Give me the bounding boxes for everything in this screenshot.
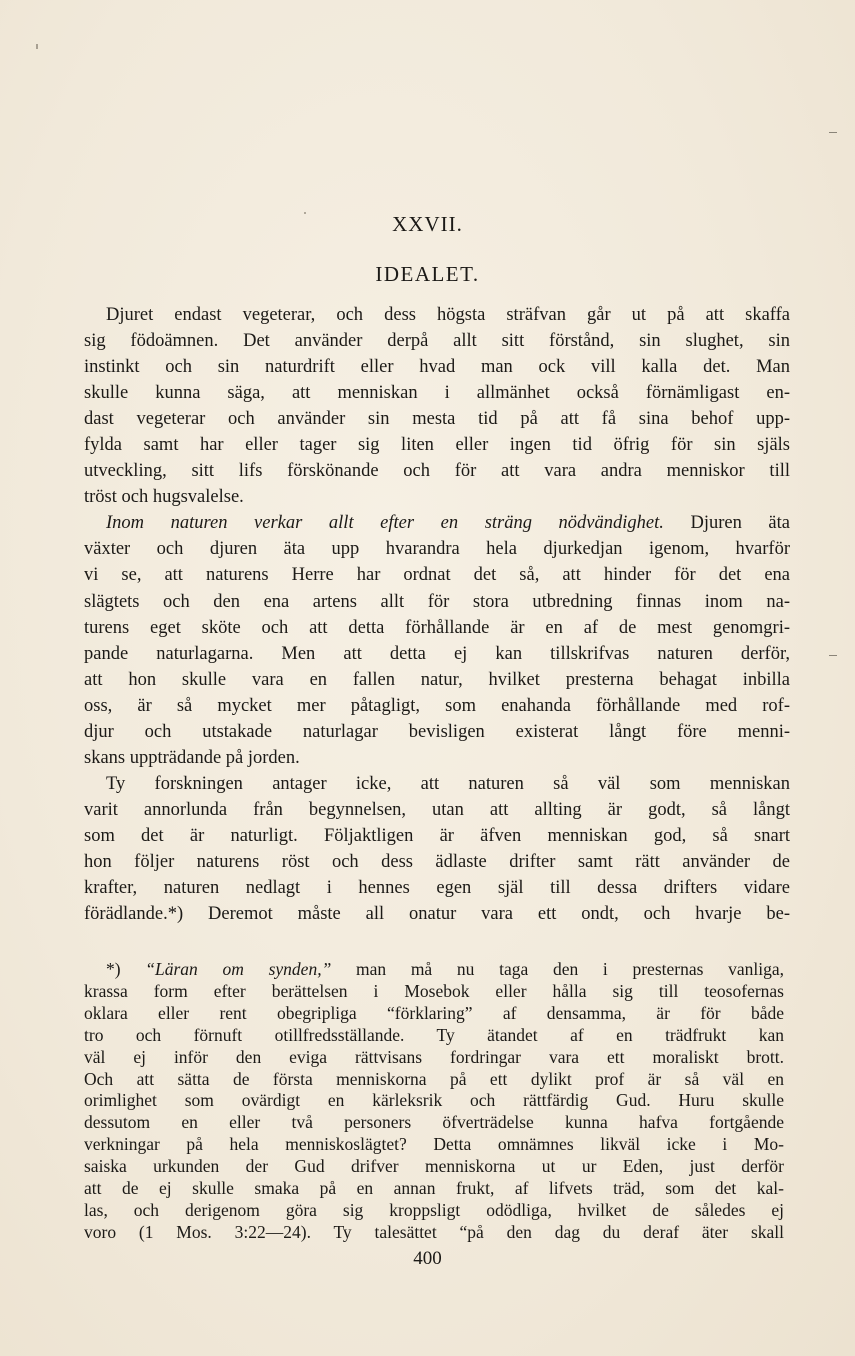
chapter-number: XXVII.	[392, 212, 463, 236]
footnote-line: väl ej inför den eviga rättvisans fordringar vara ett moraliskt brott.	[84, 1046, 784, 1067]
margin-tick	[829, 655, 837, 656]
body-text	[84, 302, 790, 927]
footnote-line: saiska urkunden der Gud drifver menniskorna ut ur Eden, just derför	[84, 1156, 784, 1177]
body-line: skulle kunna säga, att menniskan i allmänhet också förnämligast en-	[84, 383, 790, 404]
body-line: hon följer naturens röst och dess ädlaste drifter samt rätt använder de	[84, 851, 790, 872]
body-line: djur och utstakade naturlagar bevisligen existerat långt före menni-	[84, 721, 790, 742]
footnote-line: tro och förnuft otillfredsställande. Ty ätandet af en trädfrukt kan	[84, 1024, 784, 1045]
footnote-italic: “Läran om synden,”	[145, 959, 332, 979]
footnote-line-rest: man må nu taga den i presternas vanliga,	[331, 959, 784, 979]
footnote-line: dessutom en eller två personers öfverträdelse kunna hafva fortgående	[84, 1112, 784, 1133]
body-line: tröst och hugsvalelse.	[84, 487, 244, 508]
footnote-line: las, och derigenom göra sig kroppsligt odödliga, hvilket de således ej	[84, 1199, 784, 1220]
body-line: vi se, att naturens Herre har ordnat det så, att hinder för det ena	[84, 565, 790, 586]
footnote	[84, 959, 784, 1244]
footnote-line: voro (1 Mos. 3:22—24). Ty talesättet “på den dag du deraf äter skall	[84, 1221, 784, 1242]
footnote-line: att de ej skulle smaka på en annan frukt, af lifvets träd, som det kal-	[84, 1178, 784, 1199]
footnote-line	[84, 959, 784, 981]
body-line	[84, 510, 790, 536]
body-line: oss, är så mycket mer påtagligt, som enahanda förhållande med rof-	[84, 695, 790, 716]
body-line: som det är naturligt. Följaktligen är äfven menniskan god, så snart	[84, 825, 790, 846]
body-line: pande naturlagarna. Men att detta ej kan tillskrifvas naturen derför,	[84, 643, 790, 664]
page-number: 400	[413, 1248, 442, 1269]
body-line: sig födoämnen. Det använder derpå allt sitt förstånd, sin slughet, sin	[84, 331, 790, 352]
body-line: att hon skulle vara en fallen natur, hvilket presterna behagat inbilla	[84, 669, 790, 690]
body-line: krafter, naturen nedlagt i hennes egen själ till dessa drifters vidare	[84, 878, 790, 899]
body-line: varit annorlunda från begynnelsen, utan att allting är godt, så långt	[84, 799, 790, 820]
body-line: turens eget sköte och att detta förhållande är en af de mest genomgri-	[84, 617, 790, 638]
margin-speck	[36, 44, 38, 49]
footnote-line: oklara eller rent obegripliga “förklaring” af densamma, är för både	[84, 1002, 784, 1023]
body-line: växter och djuren äta upp hvarandra hela djurkedjan igenom, hvarför	[84, 539, 790, 560]
footnote-line: orimlighet som ovärdigt en kärleksrik och rättfärdig Gud. Huru skulle	[84, 1090, 784, 1111]
body-line: instinkt och sin naturdrift eller hvad man ock vill kalla det. Man	[84, 357, 790, 378]
margin-tick	[829, 132, 837, 133]
footnote-line: Och att sätta de första menniskorna på ett dylikt prof är så väl en	[84, 1068, 784, 1089]
body-line: utveckling, sitt lifs förskönande och för att vara andra menniskor till	[84, 461, 790, 482]
footnote-line: krassa form efter berättelsen i Mosebok eller hålla sig till teosofernas	[84, 980, 784, 1001]
body-line: fylda samt har eller tager sig liten eller ingen tid öfrig för sin själs	[84, 435, 790, 456]
italic-phrase: Inom naturen verkar allt efter en sträng nödvändighet.	[106, 513, 664, 534]
body-line: dast vegeterar och använder sin mesta tid på att få sina behof upp-	[84, 409, 790, 430]
footnote-marker: *)	[106, 959, 146, 979]
body-line: Djuret endast vegeterar, och dess högsta sträfvan går ut på att skaffa	[106, 305, 790, 325]
body-line: Ty forskningen antager icke, att naturen så väl som menniskan	[106, 773, 790, 794]
body-line: skans uppträdande på jorden.	[84, 747, 300, 768]
body-line: slägtets och den ena artens allt för stora utbredning finnas inom na-	[84, 591, 790, 612]
chapter-title: IDEALET.	[375, 262, 480, 286]
body-line-rest: Djuren äta	[663, 513, 790, 534]
body-line: förädlande.*) Deremot måste all onatur vara ett ondt, och hvarje be-	[84, 904, 790, 925]
footnote-line: verkningar på hela menniskoslägtet? Detta omnämnes likväl icke i Mo-	[84, 1134, 784, 1155]
